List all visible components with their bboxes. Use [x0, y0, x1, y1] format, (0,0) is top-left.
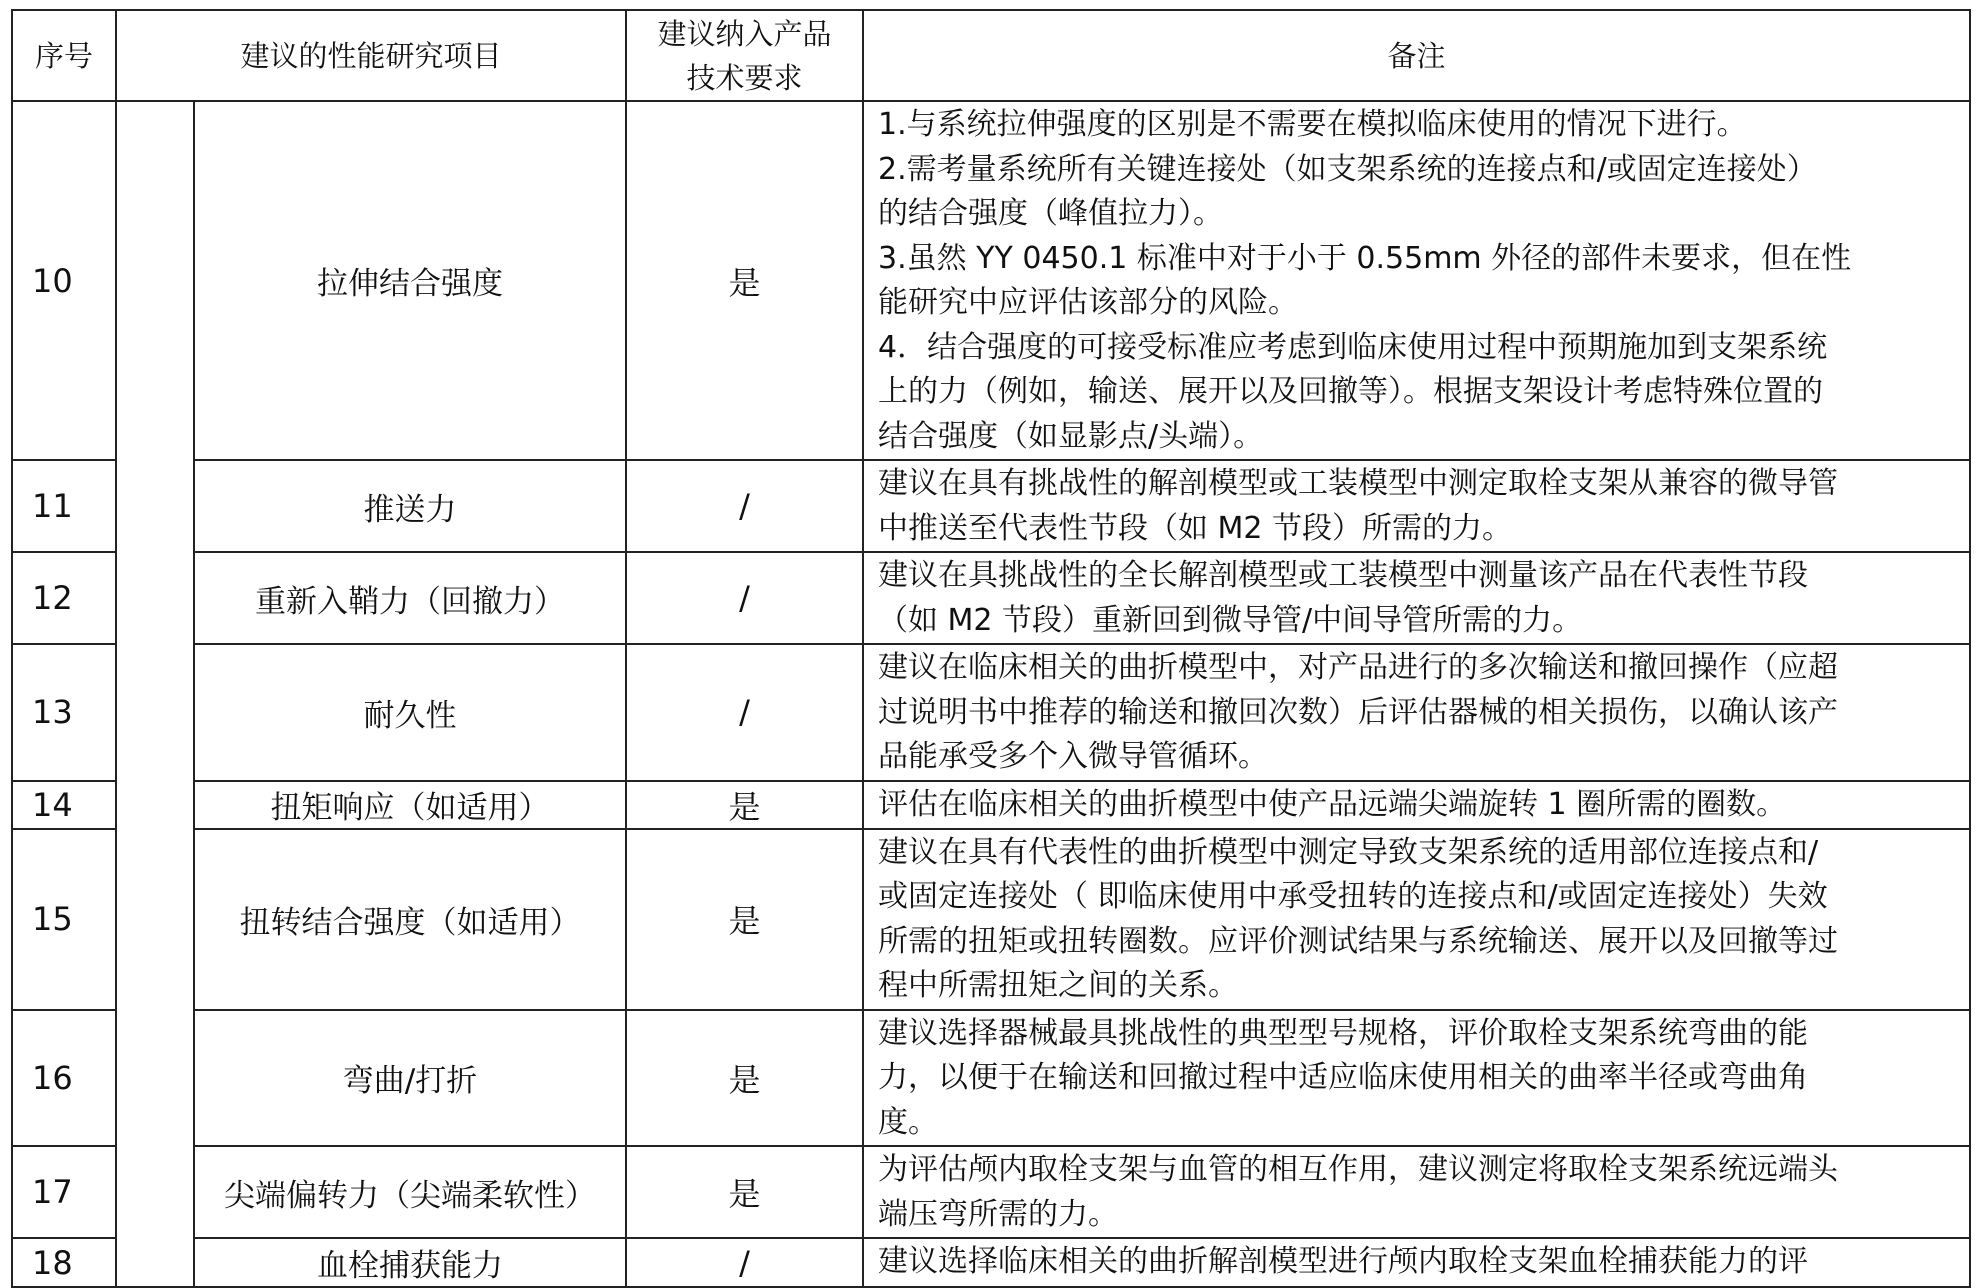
row-item: 耐久性 [194, 644, 626, 781]
row-no: 16 [12, 1010, 116, 1147]
note-line: 2.需考量系统所有关键连接处（如支架系统的连接点和/或固定连接处） [878, 151, 1817, 187]
header-note: 备注 [863, 10, 1970, 101]
row-item: 拉伸结合强度 [194, 101, 626, 460]
table-row [12, 644, 1970, 781]
group-cell [116, 101, 194, 1287]
note-line: 端压弯所需的力。 [878, 1196, 1119, 1232]
row-req: 是 [626, 1010, 863, 1147]
note-line: 能研究中应评估该部分的风险。 [878, 285, 1299, 320]
header-row [12, 10, 1970, 101]
row-req: / [626, 460, 863, 552]
table-row [12, 101, 1970, 460]
note-line: 建议在具挑战性的全长解剖模型或工装模型中测量该产品在代表性节段 [878, 558, 1809, 593]
row-no: 15 [12, 829, 116, 1010]
note-line: 程中所需扭矩之间的关系。 [878, 968, 1239, 1003]
row-note [863, 644, 1970, 781]
note-line: 4．结合强度的可接受标准应考虑到临床使用过程中预期施加到支架系统 [878, 329, 1828, 365]
row-req: 是 [626, 781, 863, 829]
note-line: 的结合强度（峰值拉力）。 [878, 196, 1224, 231]
header-req-line2: 技术要求 [686, 60, 803, 95]
table-row [12, 781, 1970, 829]
table-row [12, 829, 1970, 1010]
note-line: 3.虽然 YY 0450.1 标准中对于小于 0.55mm 外径的部件未要求，但在性 [878, 240, 1852, 276]
row-item: 血栓捕获能力 [194, 1238, 626, 1287]
note-line: 建议在临床相关的曲折模型中，对产品进行的多次输送和撤回操作（应超 [878, 650, 1839, 685]
row-req: 是 [626, 101, 863, 460]
header-item: 建议的性能研究项目 [116, 10, 626, 101]
note-line: 建议选择临床相关的曲折解剖模型进行颅内取栓支架血栓捕获能力的评 [878, 1244, 1809, 1279]
note-line: 过说明书中推荐的输送和撤回次数）后评估器械的相关损伤，以确认该产 [878, 694, 1839, 730]
row-no: 14 [12, 781, 116, 829]
note-line: （如 M2 节段）重新回到微导管/中间导管所需的力。 [878, 602, 1583, 638]
row-note [863, 829, 1970, 1010]
row-item: 扭转结合强度（如适用） [194, 829, 626, 1010]
row-note [863, 101, 1970, 460]
row-note [863, 460, 1970, 552]
note-line: 建议在具有挑战性的解剖模型或工装模型中测定取栓支架从兼容的微导管 [878, 466, 1839, 501]
row-no: 12 [12, 552, 116, 644]
table-row [12, 1146, 1970, 1238]
row-req: / [626, 644, 863, 781]
note-line: 建议选择器械最具挑战性的典型型号规格，评价取栓支架系统弯曲的能 [878, 1015, 1809, 1051]
row-note [863, 1010, 1970, 1147]
note-line: 所需的扭矩或扭转圈数。应评价测试结果与系统输送、展开以及回撤等过 [878, 923, 1839, 959]
note-line: 度。 [878, 1104, 939, 1140]
row-no: 17 [12, 1146, 116, 1238]
row-item: 扭矩响应（如适用） [194, 781, 626, 829]
row-item: 重新入鞘力（回撤力） [194, 552, 626, 644]
table-row [12, 460, 1970, 552]
row-no: 10 [12, 101, 116, 460]
row-no: 18 [12, 1238, 116, 1287]
note-line: 建议在具有代表性的曲折模型中测定导致支架系统的适用部位连接点和/ [878, 834, 1819, 870]
note-clip [878, 1240, 1959, 1286]
note-line: 品能承受多个入微导管循环。 [878, 739, 1269, 774]
row-req: 是 [626, 1146, 863, 1238]
row-note [863, 1146, 1970, 1238]
table-row [12, 1238, 1970, 1287]
note-line: 或固定连接处（ 即临床使用中承受扭转的连接点和/或固定连接处）失效 [878, 879, 1828, 914]
row-no: 11 [12, 460, 116, 552]
row-item: 推送力 [194, 460, 626, 552]
table-row [12, 552, 1970, 644]
header-req-line1: 建议纳入产品 [657, 16, 832, 51]
note-line: 中推送至代表性节段（如 M2 节段）所需的力。 [878, 510, 1513, 546]
row-no: 13 [12, 644, 116, 781]
row-item: 尖端偏转力（尖端柔软性） [194, 1146, 626, 1238]
row-item: 弯曲/打折 [194, 1010, 626, 1147]
performance-table [11, 9, 1971, 1288]
header-req [626, 10, 863, 101]
table-row [12, 1010, 1970, 1147]
row-note [863, 1238, 1970, 1287]
note-line: 为评估颅内取栓支架与血管的相互作用，建议测定将取栓支架系统远端头 [878, 1152, 1839, 1187]
header-no: 序号 [12, 10, 116, 101]
row-note [863, 552, 1970, 644]
row-note [863, 781, 1970, 829]
row-req: 是 [626, 829, 863, 1010]
note-line: 1.与系统拉伸强度的区别是不需要在模拟临床使用的情况下进行。 [878, 107, 1747, 142]
note-line: 结合强度（如显影点/头端）。 [878, 418, 1264, 454]
row-req: / [626, 552, 863, 644]
note-line: 上的力（例如，输送、展开以及回撤等）。根据支架设计考虑特殊位置的 [878, 374, 1824, 409]
row-req: / [626, 1238, 863, 1287]
note-line: 力，以便于在输送和回撤过程中适应临床使用相关的曲率半径或弯曲角 [878, 1060, 1809, 1095]
note-line: 评估在临床相关的曲折模型中使产品远端尖端旋转 1 圈所需的圈数。 [878, 786, 1787, 822]
